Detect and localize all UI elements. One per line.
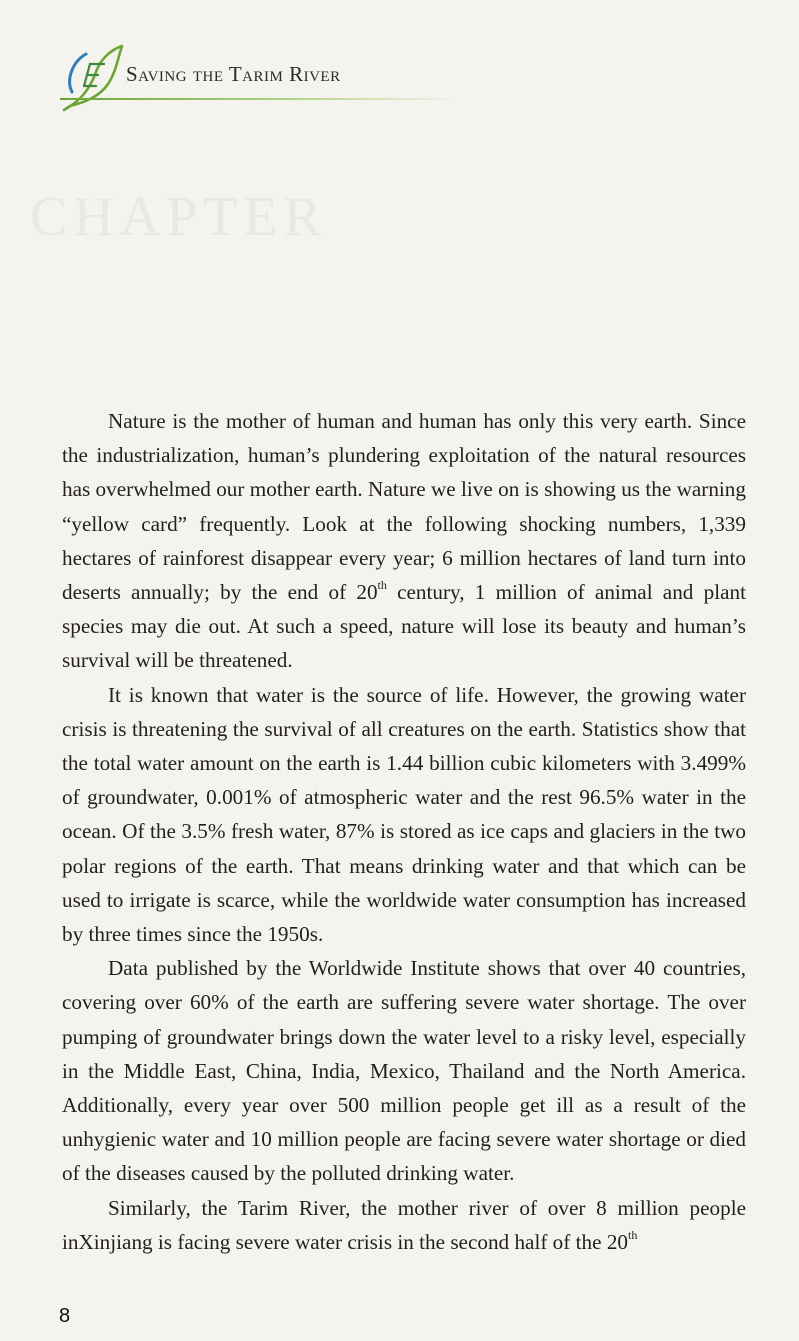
body-paragraph bbox=[62, 1191, 746, 1259]
paragraph-text: Nature is the mother of human and human has only this very earth. Since the industrialization, human’s plundering exploitation of the natural resources has overwhelmed our mother earth. Nature we live on is showing us the warning “yellow card” frequently. Look at the following shocking numbers, 1,339 hectares of rainforest disappear every year; 6 million hectares of land turn into deserts annually; by the end of 20 bbox=[62, 409, 746, 605]
header-title: Saving the Tarim River bbox=[126, 62, 341, 86]
body-paragraph bbox=[62, 951, 746, 1190]
paragraph-text: Similarly, the Tarim River, the mother river of over 8 million people inXinjiang is facing severe water crisis in the second half of the 20 bbox=[62, 1195, 746, 1254]
page-number: 8 bbox=[59, 1305, 71, 1327]
running-header bbox=[60, 42, 480, 117]
header-divider bbox=[60, 98, 460, 100]
superscript: th bbox=[377, 577, 387, 592]
body-paragraph bbox=[62, 404, 746, 678]
body-text bbox=[62, 404, 746, 1259]
superscript: th bbox=[628, 1227, 638, 1242]
leaf-e-logo-icon bbox=[60, 42, 130, 114]
body-paragraph bbox=[62, 678, 746, 952]
paragraph-text: It is known that water is the source of life. However, the growing water crisis is threatening the survival of all creatures on the earth. Statistics show that the total water amount on the earth is 1.44 billion cubic kilometers with 3.499% of groundwater, 0.001% of atmospheric water and the rest 96.5% water in the ocean. Of the 3.5% fresh water, 87% is stored as ice caps and glaciers in the two polar regions of the earth. That means drinking water and that which can be used to irrigate is scarce, while the worldwide water consumption has increased by three times since the 1950s. bbox=[62, 682, 746, 947]
chapter-watermark: CHAPTER bbox=[30, 186, 328, 248]
paragraph-text: Data published by the Worldwide Institute shows that over 40 countries, covering over 60% of the earth are suffering severe water shortage. The over pumping of groundwater brings down the water level to a risky level, especially in the Middle East, China, India, Mexico, Thailand and the North America. Additionally, every year over 500 million people get ill as a result of the unhygienic water and 10 million people are facing severe water shortage or died of the diseases caused by the polluted drinking water. bbox=[62, 956, 746, 1186]
paragraph-text: century, 1 million of animal and plant species may die out. At such a speed, nature will lose its beauty and human’s survival will be threatened. bbox=[62, 580, 746, 673]
